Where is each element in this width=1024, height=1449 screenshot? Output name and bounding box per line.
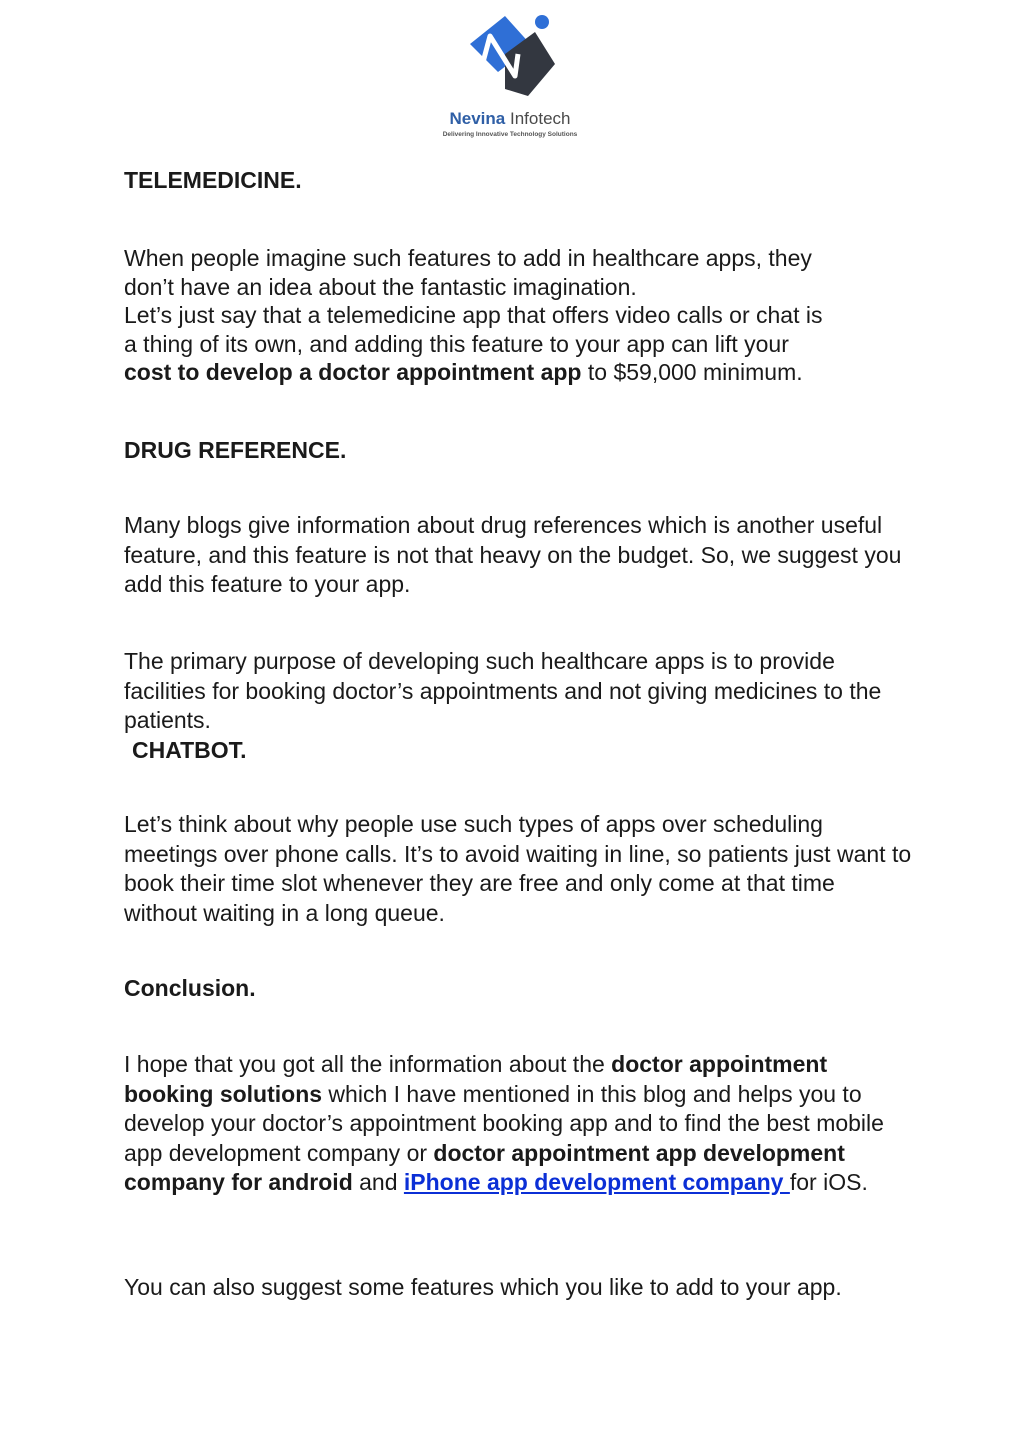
text-line: a thing of its own, and adding this feature to your app can lift your	[124, 330, 789, 357]
heading-drug-reference: DRUG REFERENCE.	[124, 437, 347, 463]
chatbot-paragraph: Let’s think about why people use such types of apps over scheduling meetings over phone calls. It’s to avoid waiting in line, so patients just want to book their time slot whenever they are free and only come at that time without waiting in a long queue.	[124, 811, 912, 926]
logo-brand-second: Infotech	[509, 109, 571, 128]
text-line: don’t have an idea about the fantastic imagination.	[124, 273, 637, 300]
heading-telemedicine: TELEMEDICINE.	[124, 167, 302, 193]
iphone-app-development-link[interactable]: iPhone app development company	[403, 1169, 790, 1195]
conclusion-paragraph-2: You can also suggest some features which you like to add to your app.	[124, 1274, 842, 1300]
conclusion-paragraph-1	[124, 1050, 909, 1198]
bold-phrase: cost to develop a doctor appointment app	[124, 359, 582, 385]
text-span: which I have mentioned in this blog and helps you to develop your doctor’s appointment booking app and to find the best mobile app development company or	[124, 1080, 884, 1166]
text-line: Let’s just say that a telemedicine app that offers video calls or chat is	[124, 302, 823, 328]
drug-reference-paragraph-1: Many blogs give information about drug references which is another useful feature, and this feature is not that heavy on the budget. So, we suggest you add this feature to your app.	[124, 512, 902, 597]
text-line	[124, 358, 822, 387]
bold-phrase: doctor appointment app development company for android	[124, 1139, 845, 1195]
heading-conclusion: Conclusion.	[124, 975, 256, 1001]
text-span: I hope that you got all the information about the	[124, 1051, 612, 1077]
logo-tagline: Delivering Innovative Technology Solutions	[442, 131, 578, 138]
logo-wordmark	[430, 110, 590, 128]
text-span: and	[352, 1169, 404, 1195]
bold-phrase: doctor appointment booking solutions	[124, 1051, 828, 1107]
nevina-logo-icon	[460, 14, 560, 104]
logo-brand-first: Nevina	[449, 109, 506, 128]
text-span: for iOS.	[789, 1169, 868, 1195]
company-logo	[430, 14, 590, 138]
text-line: When people imagine such features to add in healthcare apps, they	[124, 245, 812, 271]
text-span: to $59,000 minimum.	[581, 359, 803, 385]
drug-reference-paragraph-2: The primary purpose of developing such healthcare apps is to provide facilities for booking doctor’s appointments and not giving medicines to the patients.	[124, 648, 882, 733]
heading-chatbot: CHATBOT.	[132, 737, 247, 763]
telemedicine-paragraph	[124, 244, 822, 387]
